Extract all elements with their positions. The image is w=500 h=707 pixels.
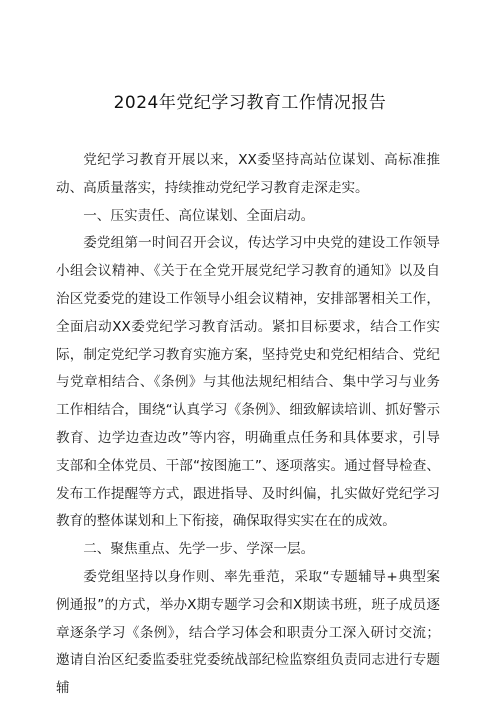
section-1-paragraph: 委党组第一时间召开会议，传达学习中央党的建设工作领导小组会议精神、《关于在全党开展党纪学习教育的通知》以及自治区党委党的建设工作领导小组会议精神，安排部署相关工作，全面启动XX委党纪学习教育活动。紧扣目标要求，结合工作实际，制定党纪学习教育实施方案，坚持党史和党纪相结合、党纪与党章相结合、《条例》与其他法规纪相结合、集中学习与业务工作相结合，围绕“认真学习《条例》、细致解读培训、抓好警示教育、边学边查边改”等内容，明确重点任务和具体要求，引导支部和全体党员、干部“按图施工”、逐项落实。通过督导检查、发布工作提醒等方式，跟进指导、及时纠偏，扎实做好党纪学习教育的整体谋划和上下衔接，确保取得实实在在的成效。 [56,235,440,530]
section-heading-2: 二、聚焦重点、先学一步、学深一层。 [83,541,315,558]
document-body [56,147,440,703]
section-heading-1: 一、压实责任、高位谋划、全面启动。 [83,207,315,224]
document-title: 2024年党纪学习教育工作情况报告 [113,93,387,113]
intro-paragraph: 党纪学习教育开展以来，XX委坚持高站位谋划、高标准推动、高质量落实，持续推动党纪学习教育走深走实。 [56,152,440,196]
section-2-paragraph: 委党组坚持以身作则、率先垂范，采取“专题辅导+典型案例通报”的方式，举办X期专题学习会和X期读书班，班子成员逐章逐条学习《条例》，结合学习体会和职责分工深入研讨交流；邀请自治区纪委监委驻党委统战部纪检监察组负责同志进行专题辅 [56,568,440,697]
